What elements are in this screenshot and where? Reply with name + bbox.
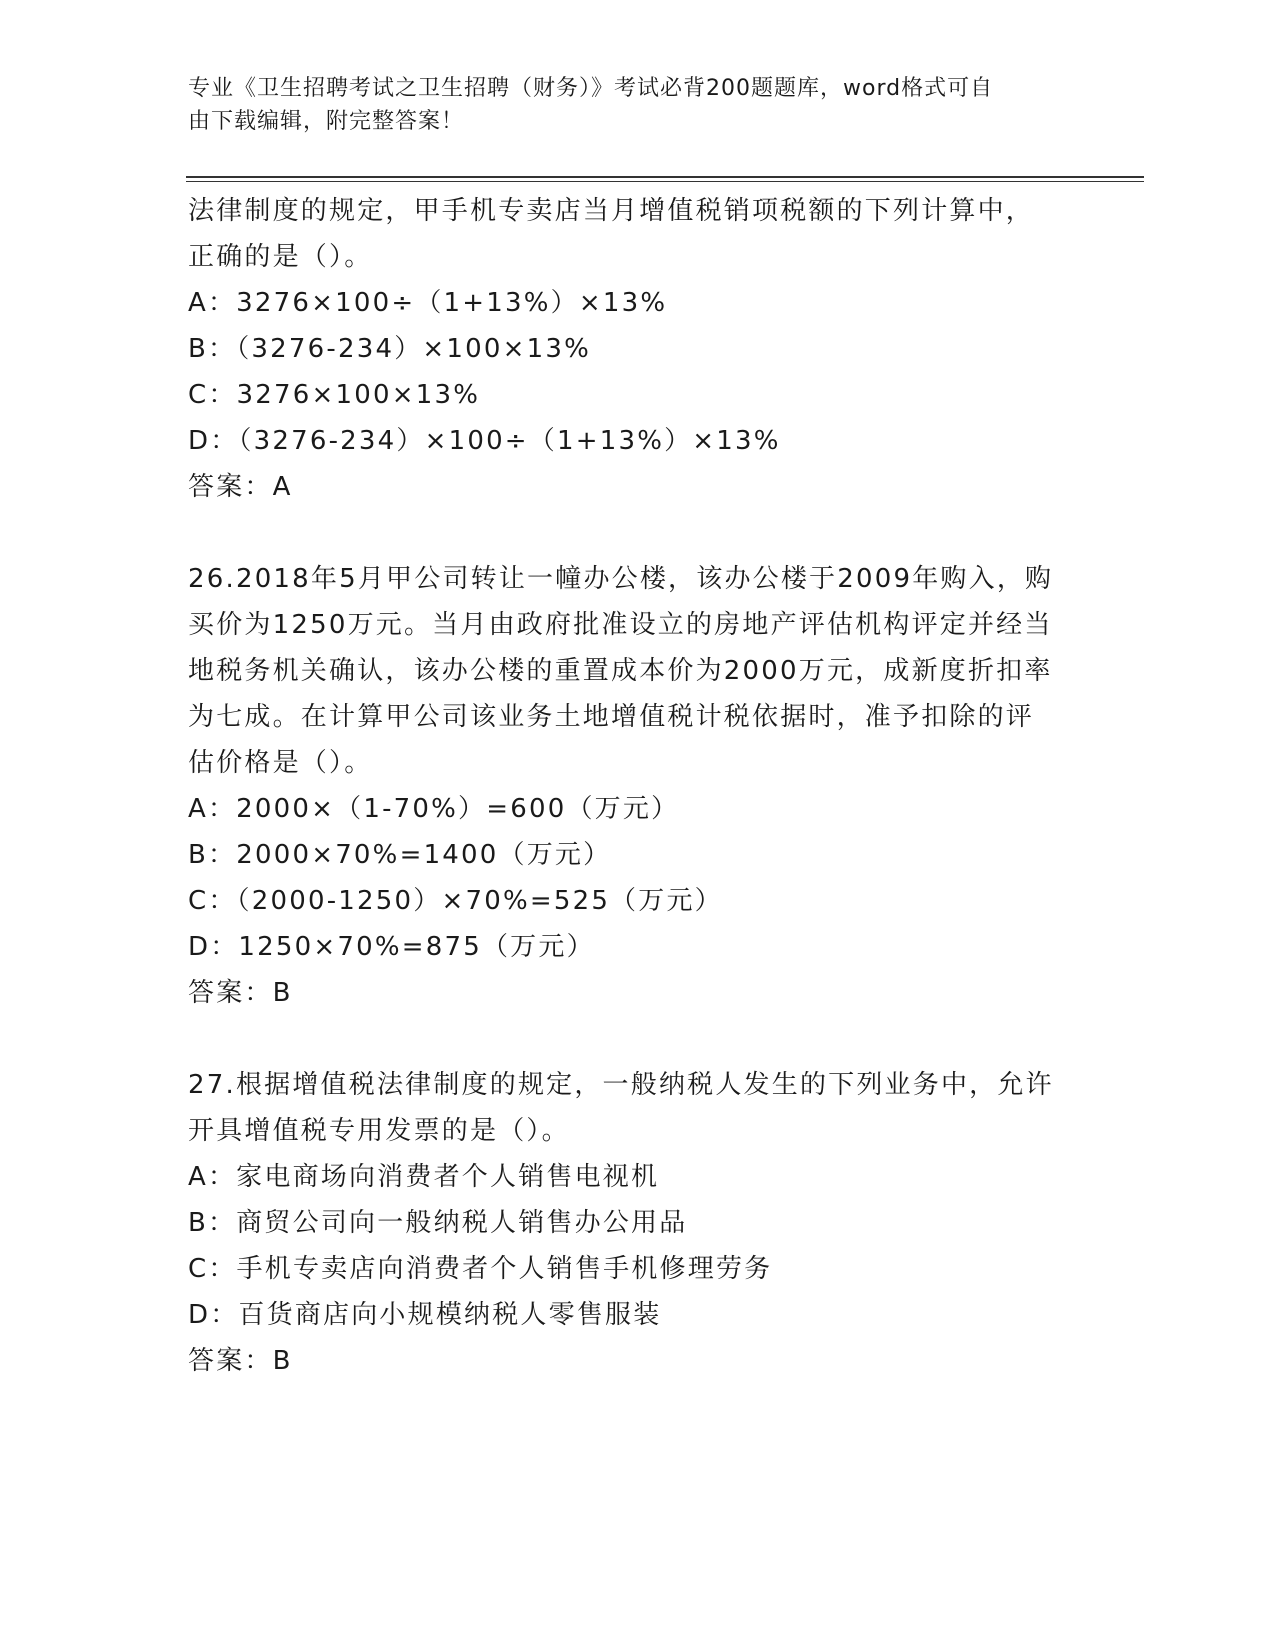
question-25 [188,188,1088,510]
question-stem-line: 27.根据增值税法律制度的规定，一般纳税人发生的下列业务中，允许 [188,1070,1054,1100]
option-a: A：2000×（1-70%）=600（万元） [188,794,680,824]
question-stem-line: 地税务机关确认，该办公楼的重置成本价为2000万元，成新度折扣率 [188,656,1053,686]
question-stem-line: 估价格是（）。 [188,748,373,778]
question-stem-line: 26.2018年5月甲公司转让一幢办公楼，该办公楼于2009年购入，购 [188,564,1054,594]
option-b: B：商贸公司向一般纳税人销售办公用品 [188,1208,688,1238]
question-spacer [188,1016,1088,1062]
option-c: C：手机专卖店向消费者个人销售手机修理劳务 [188,1254,773,1284]
question-stem-line: 为七成。在计算甲公司该业务土地增值税计税依据时，准予扣除的评 [188,702,1035,732]
option-d: D：（3276-234）×100÷（1+13%）×13% [188,426,781,456]
header-line-1: 专业《卫生招聘考试之卫生招聘（财务）》考试必背200题题库，word格式可自 [188,76,994,101]
option-d: D：百货商店向小规模纳税人零售服装 [188,1300,662,1330]
option-b: B：2000×70%=1400（万元） [188,840,612,870]
option-d: D：1250×70%=875（万元） [188,932,595,962]
header-line-2: 由下载编辑，附完整答案！ [188,109,465,134]
answer: 答案：A [188,472,293,502]
question-27 [188,1062,1088,1384]
question-stem-line: 法律制度的规定，甲手机专卖店当月增值税销项税额的下列计算中， [188,196,1035,226]
question-stem-line: 开具增值税专用发票的是（）。 [188,1116,570,1146]
answer: 答案：B [188,1346,293,1376]
question-stem-line: 正确的是（）。 [188,242,373,272]
question-stem-line: 买价为1250万元。当月由政府批准设立的房地产评估机构评定并经当 [188,610,1053,640]
option-a: A：3276×100÷（1+13%）×13% [188,288,668,318]
header-divider-thin [186,181,1144,182]
page-header [188,72,1068,138]
option-c: C：（2000-1250）×70%=525（万元） [188,886,723,916]
answer: 答案：B [188,978,293,1008]
option-c: C：3276×100×13% [188,380,481,410]
option-a: A：家电商场向消费者个人销售电视机 [188,1162,660,1192]
option-b: B：（3276-234）×100×13% [188,334,591,364]
question-26 [188,556,1088,1016]
question-spacer [188,510,1088,556]
question-list [188,188,1088,1384]
header-divider-thick [186,176,1144,178]
